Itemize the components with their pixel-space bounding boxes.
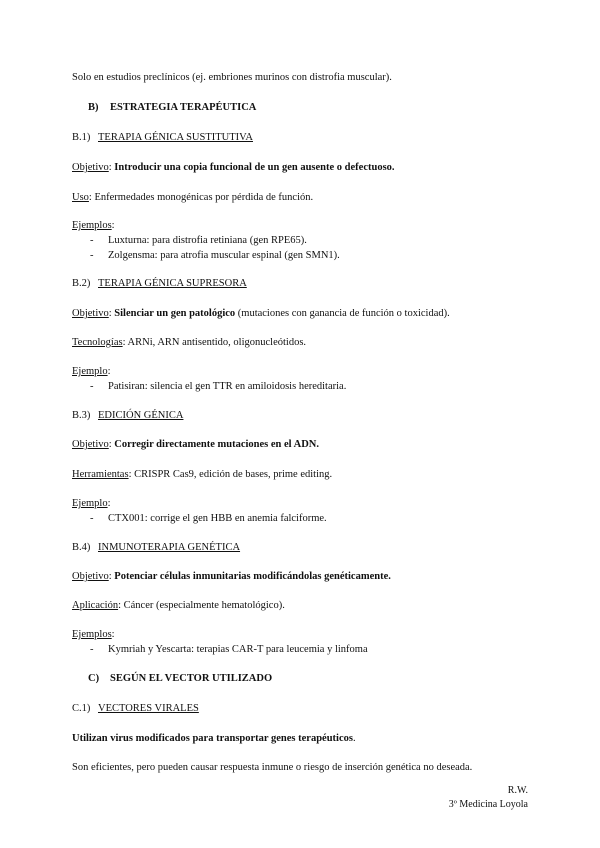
b3-title: EDICIÓN GÉNICA [98, 410, 184, 421]
b1-examples-label-line [72, 220, 115, 231]
b3-tools [72, 469, 332, 480]
b1-title: TERAPIA GÉNICA SUSTITUTIVA [98, 132, 253, 143]
b1-use-text: : Enfermedades monogénicas por pérdida de función. [88, 192, 314, 203]
b3-objective [72, 439, 319, 450]
footer-course: 3º Medicina Loyola [448, 799, 528, 810]
list-item [90, 644, 368, 655]
b2-technologies [72, 337, 306, 348]
b2-objective-rest: (mutaciones con ganancia de función o toxicidad). [235, 308, 450, 319]
bullet-dash: - [90, 381, 94, 392]
b4-heading [72, 542, 240, 553]
b3-example-label: Ejemplo [72, 498, 108, 509]
section-b-heading [88, 102, 256, 113]
b1-number: B.1) [72, 132, 91, 143]
bullet-dash: - [90, 235, 94, 246]
b3-number: B.3) [72, 410, 91, 421]
colon: : [111, 629, 115, 640]
list-item [90, 513, 327, 524]
b4-number: B.4) [72, 542, 91, 553]
colon: : [108, 439, 112, 450]
section-c-title: SEGÚN EL VECTOR UTILIZADO [110, 673, 273, 684]
b2-objective-bold: Silenciar un gen patológico [114, 308, 236, 319]
b4-application-label: Aplicación [72, 600, 119, 611]
b2-technologies-text: : ARNi, ARN antisentido, oligonucleótidos. [122, 337, 307, 348]
b2-number: B.2) [72, 278, 91, 289]
c1-bold-text: Utilizan virus modificados para transportar genes terapéuticos [72, 733, 353, 744]
bullet-dash: - [90, 644, 94, 655]
colon: : [108, 162, 112, 173]
list-item [90, 235, 307, 246]
b4-examples-label-line [72, 629, 115, 640]
section-b-letter: B) [88, 102, 99, 113]
b3-heading [72, 410, 183, 421]
section-c-heading [88, 673, 272, 684]
list-item-text: Kymriah y Yescarta: terapias CAR-T para leucemia y linfoma [108, 644, 368, 655]
b3-tools-text: : CRISPR Cas9, edición de bases, prime editing. [128, 469, 333, 480]
b2-title: TERAPIA GÉNICA SUPRESORA [98, 278, 247, 289]
b3-objective-label: Objetivo [72, 439, 109, 450]
list-item [90, 381, 346, 392]
intro-paragraph: Solo en estudios preclínicos (ej. embriones murinos con distrofia muscular). [72, 72, 392, 83]
b4-examples-label: Ejemplos [72, 629, 112, 640]
b4-objective-label: Objetivo [72, 571, 109, 582]
b1-objective-text: Introducir una copia funcional de un gen ausente o defectuoso. [114, 162, 395, 173]
b1-examples-label: Ejemplos [72, 220, 112, 231]
c1-heading [72, 703, 199, 714]
b1-use [72, 192, 313, 203]
b3-tools-label: Herramientas [72, 469, 129, 480]
list-item [90, 250, 340, 261]
b2-heading [72, 278, 247, 289]
b1-heading [72, 132, 253, 143]
bullet-dash: - [90, 250, 94, 261]
colon: : [107, 498, 111, 509]
b1-objective-label: Objetivo [72, 162, 109, 173]
b3-objective-text: Corregir directamente mutaciones en el ADN. [114, 439, 320, 450]
b2-example-label: Ejemplo [72, 366, 108, 377]
list-item-text: Luxturna: para distrofia retiniana (gen RPE65). [108, 235, 307, 246]
list-item-text: Zolgensma: para atrofia muscular espinal (gen SMN1). [108, 250, 340, 261]
list-item-text: Patisiran: silencia el gen TTR en amiloidosis hereditaria. [108, 381, 347, 392]
footer-initials: R.W. [507, 785, 528, 796]
colon: : [108, 571, 112, 582]
b4-objective-text: Potenciar células inmunitarias modificándolas genéticamente. [114, 571, 391, 582]
section-c-letter: C) [88, 673, 100, 684]
bullet-dash: - [90, 513, 94, 524]
b4-application [72, 600, 285, 611]
colon: : [108, 308, 112, 319]
b4-title: INMUNOTERAPIA GENÉTICA [98, 542, 241, 553]
b2-objective [72, 308, 450, 319]
b2-objective-label: Objetivo [72, 308, 109, 319]
period: . [352, 733, 356, 744]
colon: : [111, 220, 115, 231]
b2-technologies-label: Tecnologías [72, 337, 123, 348]
b1-objective [72, 162, 395, 173]
b4-objective [72, 571, 391, 582]
b4-application-text: : Cáncer (especialmente hematológico). [118, 600, 285, 611]
c1-number: C.1) [72, 703, 91, 714]
section-b-title: ESTRATEGIA TERAPÉUTICA [110, 102, 257, 113]
b3-example-label-line [72, 498, 111, 509]
c1-paragraph: Son eficientes, pero pueden causar respuesta inmune o riesgo de inserción genética no deseada. [72, 762, 473, 773]
colon: : [107, 366, 111, 377]
b2-example-label-line [72, 366, 111, 377]
c1-bold-line [72, 733, 356, 744]
b1-use-label: Uso [72, 192, 89, 203]
list-item-text: CTX001: corrige el gen HBB en anemia falciforme. [108, 513, 327, 524]
c1-title: VECTORES VIRALES [98, 703, 199, 714]
